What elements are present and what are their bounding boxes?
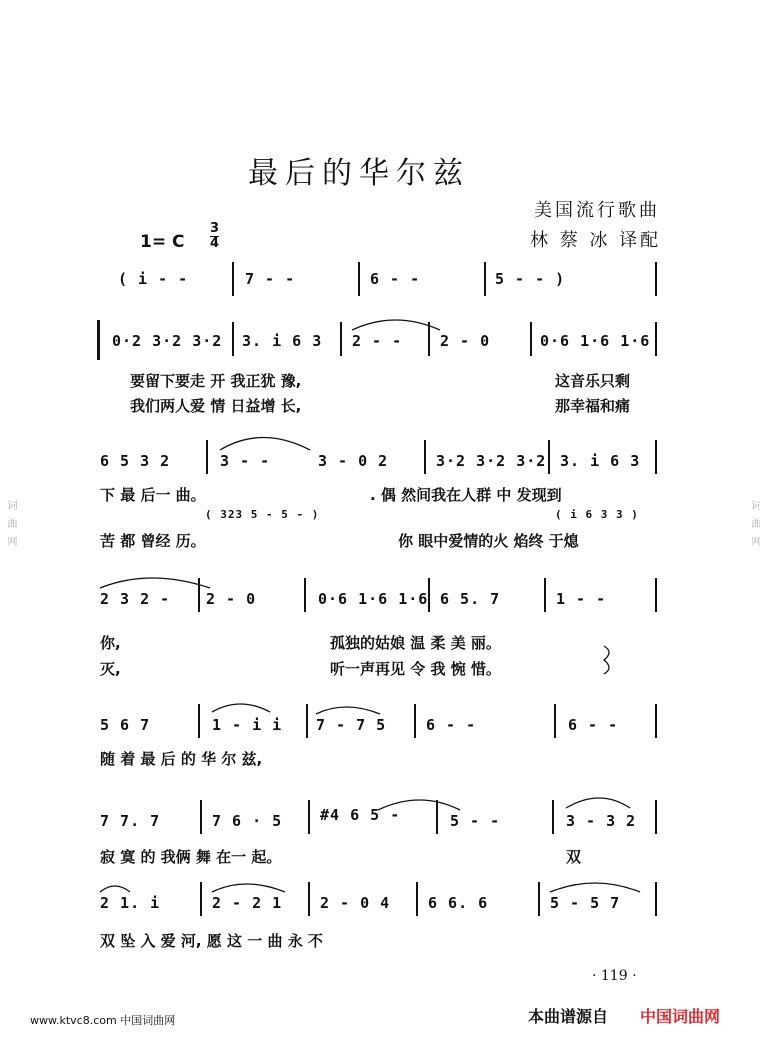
lyric-verse1: 寂 寞 的 我俩 舞 在一 起。: [100, 848, 282, 866]
lyric-verse2: 你 眼中爱情的火 焰终 于熄: [398, 532, 579, 550]
measure: 6 - -: [370, 270, 421, 288]
measure: 2 - 0: [206, 590, 257, 608]
measure: 5 6 7: [100, 716, 151, 734]
slur-arc: [550, 883, 640, 892]
translator-credit: 林 蔡 冰 译配: [530, 230, 662, 251]
slur-arc: [212, 704, 270, 712]
measure: 3. i 6 3: [560, 452, 641, 470]
lyric-verse1: 这音乐只剩: [555, 372, 631, 390]
watermark-text: 词曲网: [5, 499, 16, 554]
measure: 2 - 0 4: [320, 894, 391, 912]
slur-arc: [316, 707, 380, 714]
lyric-verse1: 你,: [100, 634, 121, 652]
measure: ( i - -: [118, 270, 189, 288]
measure: 7 - 7 5: [316, 716, 387, 734]
key-signature: 1= C: [140, 232, 185, 252]
slur-arc: [566, 798, 630, 808]
lyric-verse1: 下 最 后一 曲。: [100, 486, 206, 504]
song-origin: 美国流行歌曲: [534, 200, 660, 221]
measure: 0·2 3·2 3·2: [112, 332, 223, 350]
lyric-verse1: . 偶 然间我在人群 中 发现到: [370, 486, 562, 504]
lyric-verse1: 双: [566, 848, 582, 866]
footer-source-label: 本曲谱源自: [528, 1007, 609, 1026]
measure: 2 - 0: [440, 332, 491, 350]
measure: #4 6 5 -: [320, 806, 401, 824]
measure: 1 - i i: [212, 716, 283, 734]
measure: 6 - -: [426, 716, 477, 734]
slur-arc: [100, 886, 130, 892]
lyric-verse2: 我们两人爱 情 日益增 长,: [130, 397, 302, 415]
footer-brand-link[interactable]: 中国词曲网: [640, 1007, 721, 1026]
measure: 1 - -: [556, 590, 607, 608]
slur-arc: [378, 800, 460, 810]
lyric-verse2: 那幸福和痛: [555, 397, 631, 415]
alternate-phrase: ( i 6 3 3 ): [555, 508, 639, 521]
measure: 6 5. 7: [440, 590, 501, 608]
measure: 2 - -: [352, 332, 403, 350]
measure: 0·6 1·6 1·6: [318, 590, 429, 608]
song-title: 最后的华尔兹: [248, 156, 470, 191]
measure: 7 7. 7: [100, 812, 161, 830]
lyric-verse1: 孤独的姑娘 温 柔 美 丽。: [330, 634, 501, 652]
measure: 5 - -: [450, 812, 501, 830]
lyric-verse2: 灭,: [100, 660, 121, 678]
measure: 3 - 3 2: [566, 812, 637, 830]
measure: 3 - -: [220, 452, 271, 470]
measure: 0·6 1·6 1·6: [540, 332, 651, 350]
page-number: · 119 ·: [592, 968, 637, 984]
lyric-verse1: 随 着 最 后 的 华 尔 兹,: [100, 750, 263, 768]
measure: 7 6 · 5: [212, 812, 283, 830]
footer-site: www.ktvc8.com 中国词曲网: [30, 1014, 176, 1027]
measure: 2 - 2 1: [212, 894, 283, 912]
measure: 6 5 3 2: [100, 452, 171, 470]
watermark-text: 词曲网: [749, 499, 760, 554]
lyric-verse2: 苦 都 曾经 历。: [100, 532, 206, 550]
slur-arc: [100, 578, 210, 588]
slur-arc: [352, 320, 440, 330]
measure: 5 - - ): [495, 270, 566, 288]
lyric-verse2: 听一声再见 令 我 惋 惜。: [330, 660, 501, 678]
measure: 3·2 3·2 3·2: [436, 452, 547, 470]
slur-arc: [212, 884, 285, 892]
lyric-verse1: 双 坠 入 爱 河, 愿 这 一 曲 永 不: [100, 932, 323, 950]
measure: 6 6. 6: [428, 894, 489, 912]
measure: 3 - 0 2: [318, 452, 389, 470]
measure: 2 3 2 -: [100, 590, 171, 608]
lyric-verse1: 要留下要走 开 我正犹 豫,: [130, 372, 302, 390]
alternate-phrase: ( 323 5 - 5 - ): [205, 508, 320, 521]
time-signature-top: 3: [210, 221, 220, 236]
measure: 6 - -: [568, 716, 619, 734]
slur-arc: [220, 438, 310, 451]
brace-icon: [604, 646, 609, 674]
time-signature-bottom: 4: [210, 236, 220, 251]
measure: 2 1. i: [100, 894, 161, 912]
measure: 3. i 6 3: [242, 332, 323, 350]
measure: 5 - 5 7: [550, 894, 621, 912]
measure: 7 - -: [245, 270, 296, 288]
